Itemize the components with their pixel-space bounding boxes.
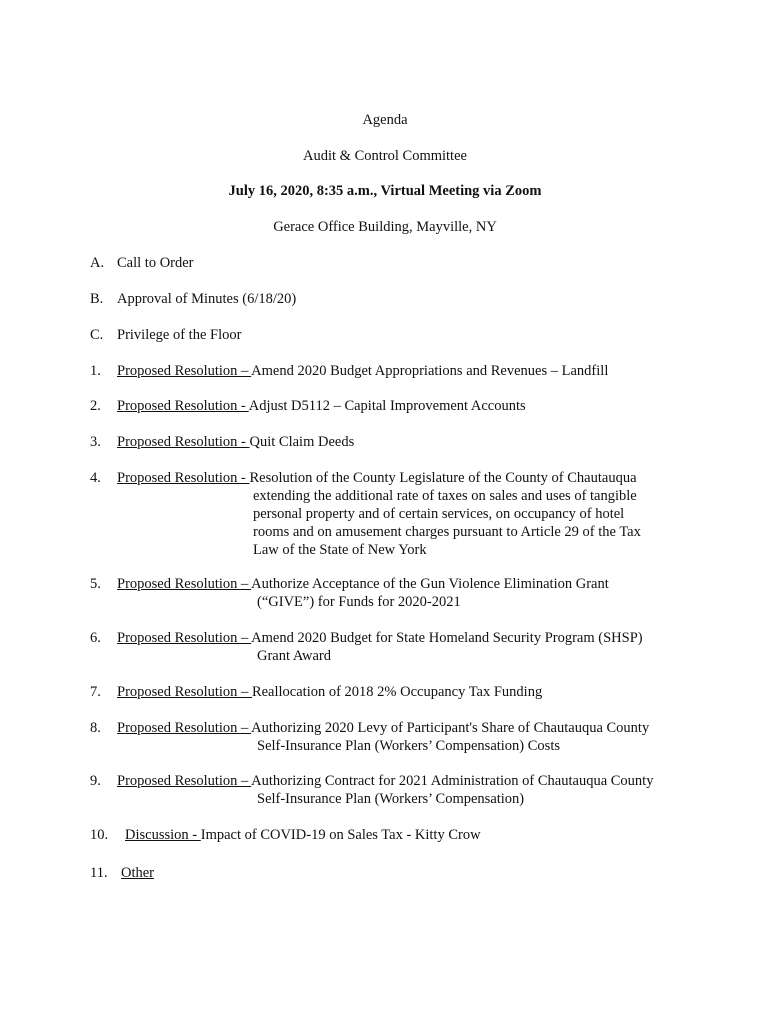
meeting-date-time: July 16, 2020, 8:35 a.m., Virtual Meeting via Zoom: [228, 183, 542, 199]
agenda-item-marker: 8.: [90, 720, 101, 736]
agenda-item-label: Proposed Resolution –: [117, 363, 252, 379]
committee-name: Audit & Control Committee: [303, 148, 467, 164]
agenda-item-label: Proposed Resolution -: [117, 434, 250, 450]
agenda-item-text: Reallocation of 2018 2% Occupancy Tax Funding: [251, 684, 543, 700]
agenda-item-line: [117, 397, 526, 415]
agenda-item-text: Amend 2020 Budget Appropriations and Revenues – Landfill: [251, 363, 609, 379]
agenda-item-text: Authorize Acceptance of the Gun Violence Elimination Grant: [251, 576, 609, 592]
agenda-item-text: Resolution of the County Legislature of the County of Chautauqua: [249, 470, 637, 486]
agenda-item-text: Quit Claim Deeds: [249, 434, 355, 450]
agenda-item-marker: 1.: [90, 363, 101, 379]
agenda-item-line: [117, 326, 241, 344]
agenda-item-line: [117, 433, 354, 451]
agenda-item-text: Impact of COVID-19 on Sales Tax - Kitty Crow: [200, 827, 481, 843]
agenda-item-text: Approval of Minutes (6/18/20): [117, 291, 297, 307]
agenda-item-marker: 3.: [90, 434, 101, 450]
agenda-item-label: Proposed Resolution –: [117, 630, 252, 646]
agenda-item-line: [125, 826, 481, 844]
agenda-item-continuation: personal property and of certain services, on occupancy of hotel: [253, 506, 625, 522]
agenda-item-label: Proposed Resolution –: [117, 773, 252, 789]
agenda-item-continuation: rooms and on amusement charges pursuant to Article 29 of the Tax: [253, 524, 641, 540]
agenda-item-label: Proposed Resolution –: [117, 576, 252, 592]
agenda-item-continuation: Law of the State of New York: [253, 542, 427, 558]
agenda-item-marker: A.: [90, 255, 105, 271]
agenda-item-line: [117, 719, 649, 737]
agenda-item-line: [117, 683, 542, 701]
agenda-item-marker: 11.: [90, 865, 108, 881]
agenda-title: Agenda: [362, 112, 408, 128]
agenda-item-label: Proposed Resolution –: [117, 720, 252, 736]
agenda-item-label: Other: [121, 865, 155, 881]
agenda-item-marker: 7.: [90, 684, 101, 700]
agenda-item-label: Discussion -: [125, 827, 201, 843]
agenda-item-continuation: (“GIVE”) for Funds for 2020-2021: [257, 594, 461, 610]
agenda-item-continuation: Grant Award: [257, 648, 331, 664]
agenda-item-marker: B.: [90, 291, 104, 307]
agenda-item-marker: 9.: [90, 773, 101, 789]
agenda-item-continuation: Self-Insurance Plan (Workers’ Compensation) Costs: [257, 738, 560, 754]
agenda-item-line: [117, 290, 296, 308]
agenda-item-continuation: extending the additional rate of taxes on sales and uses of tangible: [253, 488, 637, 504]
agenda-item-text: Privilege of the Floor: [117, 327, 242, 343]
agenda-item-text: Call to Order: [117, 255, 194, 271]
agenda-item-marker: 6.: [90, 630, 101, 646]
agenda-item-continuation: Self-Insurance Plan (Workers’ Compensation): [257, 791, 525, 807]
agenda-item-marker: C.: [90, 327, 104, 343]
agenda-item-label: Proposed Resolution -: [117, 398, 249, 414]
agenda-item-text: Authorizing Contract for 2021 Administration of Chautauqua County: [251, 773, 654, 789]
agenda-item-line: [117, 362, 608, 380]
agenda-item-line: [117, 575, 609, 593]
agenda-item-marker: 4.: [90, 470, 101, 486]
agenda-item-line: [117, 629, 643, 647]
agenda-item-line: [117, 254, 194, 272]
agenda-item-line: [117, 469, 637, 487]
meeting-location: Gerace Office Building, Mayville, NY: [273, 219, 497, 235]
agenda-item-label: Proposed Resolution -: [117, 470, 250, 486]
agenda-item-marker: 5.: [90, 576, 101, 592]
agenda-item-line: [121, 864, 154, 882]
agenda-item-text: Amend 2020 Budget for State Homeland Security Program (SHSP): [251, 630, 643, 646]
agenda-item-text: Adjust D5112 – Capital Improvement Accounts: [248, 398, 526, 414]
agenda-item-label: Proposed Resolution –: [117, 684, 252, 700]
agenda-item-marker: 2.: [90, 398, 101, 414]
agenda-item-text: Authorizing 2020 Levy of Participant's Share of Chautauqua County: [251, 720, 650, 736]
agenda-item-marker: 10.: [90, 827, 109, 843]
agenda-item-line: [117, 772, 653, 790]
